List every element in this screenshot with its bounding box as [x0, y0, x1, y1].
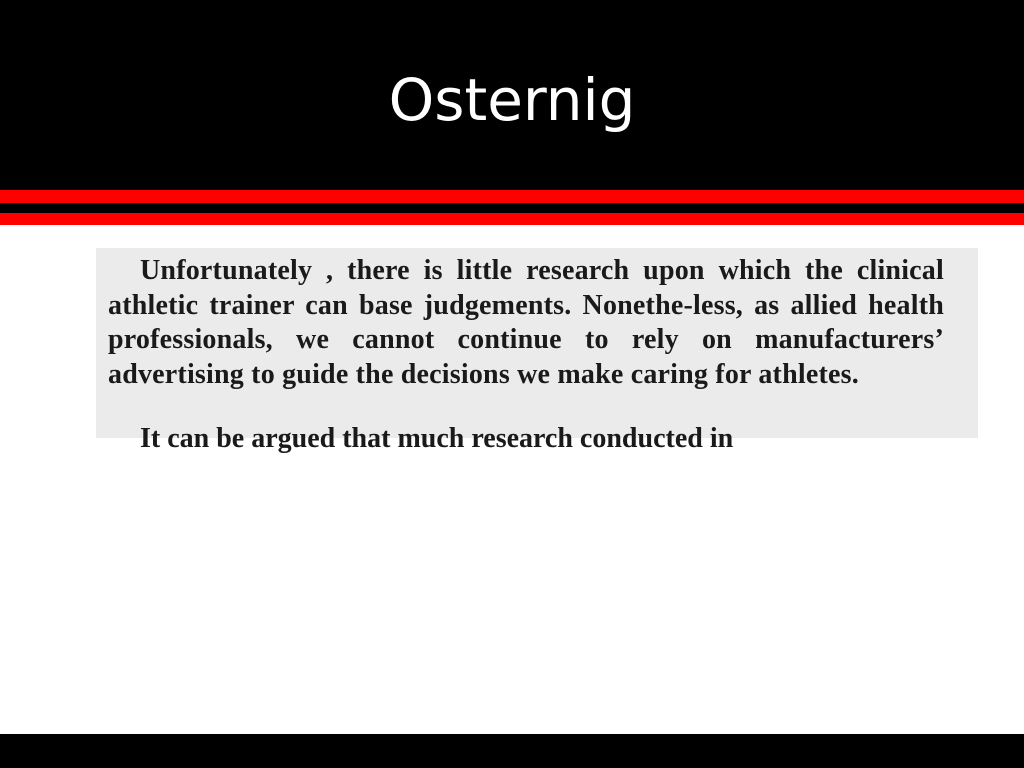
scanned-text-excerpt [96, 248, 978, 454]
excerpt-paragraph: Unfortunately , there is little research upon which the clinical athletic trainer can base judgements. Nonethe-less, as allied health professionals, we cannot continue to rely on manufacturers’ advertising to guide the decisions we make caring for athletes. [108, 255, 944, 390]
red-stripe-upper [0, 190, 1024, 203]
black-stripe-middle [0, 203, 1024, 213]
header-stripe-divider [0, 182, 1024, 190]
red-stripe-lower [0, 213, 1024, 225]
footer-band [0, 734, 1024, 768]
header-band [0, 0, 1024, 182]
excerpt-cutoff-line: It can be argued that much research conducted in [140, 423, 734, 454]
slide-title: Osternig [388, 66, 636, 134]
